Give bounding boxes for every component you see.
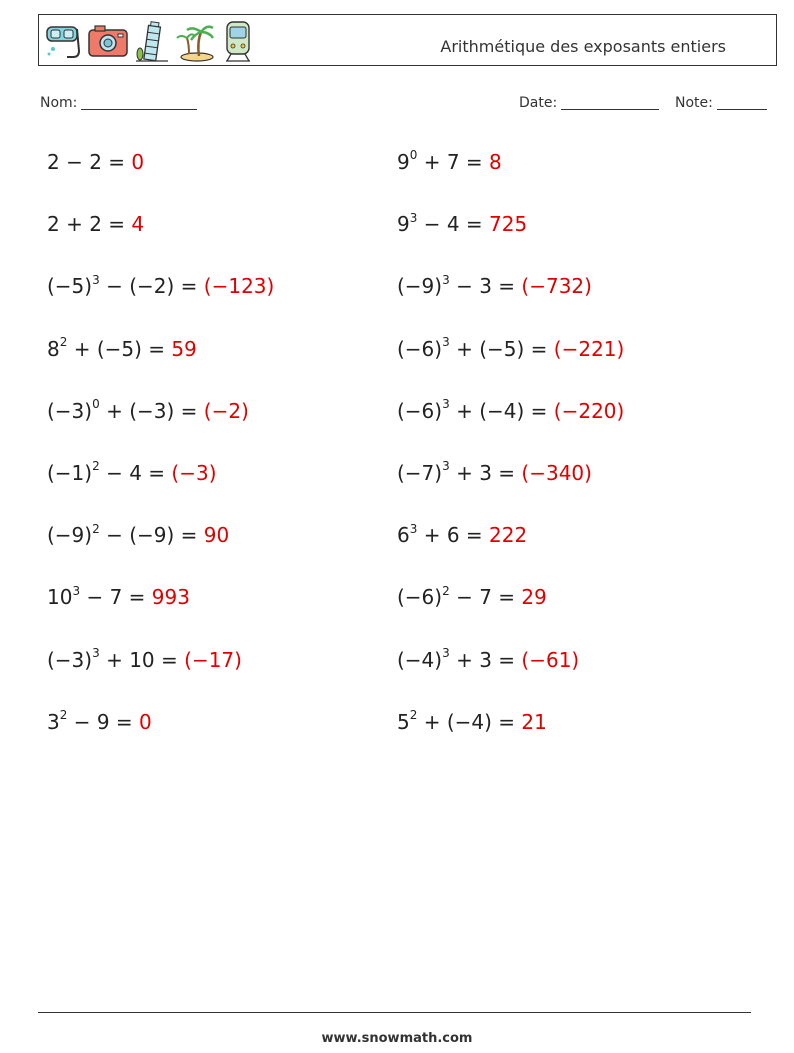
problem-item bbox=[47, 645, 242, 672]
problem-answer: (−732) bbox=[521, 274, 592, 299]
problem-base: 2 bbox=[47, 212, 60, 237]
name-blank[interactable] bbox=[81, 95, 197, 110]
problem-answer: 8 bbox=[489, 150, 502, 174]
problem-operation: − 7 = bbox=[449, 585, 522, 610]
problem-operation: + (−3) = bbox=[99, 398, 204, 423]
problem-answer: 725 bbox=[489, 212, 528, 237]
problem-operation: + (−5) = bbox=[67, 336, 172, 361]
problem-operation: − (−2) = bbox=[99, 274, 204, 299]
date-label: Date: bbox=[519, 95, 558, 111]
problem-item bbox=[47, 585, 190, 609]
problem-item bbox=[47, 461, 217, 485]
problem-operation: − 2 = bbox=[59, 150, 132, 174]
problem-exponent: 0 bbox=[409, 148, 418, 163]
problem-exponent: 2 bbox=[442, 583, 450, 598]
problem-operation: − 4 = bbox=[417, 212, 490, 237]
palm-island-icon bbox=[175, 20, 217, 62]
problem-base: 5 bbox=[397, 709, 410, 734]
note-label: Note: bbox=[675, 95, 713, 111]
problem-answer: (−123) bbox=[203, 274, 275, 299]
problem-item bbox=[397, 399, 624, 423]
problem-exponent: 3 bbox=[442, 272, 450, 287]
problem-operation: − (−9) = bbox=[99, 523, 204, 548]
problem-answer: 0 bbox=[131, 150, 145, 174]
problem-item bbox=[397, 274, 592, 298]
problem-exponent: 3 bbox=[442, 459, 450, 474]
problem-operation: + 6 = bbox=[417, 523, 490, 548]
problem-answer: (−221) bbox=[553, 336, 625, 361]
problem-operation: − 3 = bbox=[449, 274, 522, 299]
problem-item bbox=[397, 150, 502, 174]
name-label: Nom: bbox=[40, 95, 78, 111]
problem-item bbox=[47, 523, 229, 547]
problem-item bbox=[397, 710, 547, 734]
problem-answer: 21 bbox=[521, 709, 547, 734]
problem-answer: 29 bbox=[521, 585, 547, 610]
footer-url: www.snowmath.com bbox=[321, 1031, 473, 1046]
problem-answer: (−61) bbox=[521, 647, 580, 672]
problem-base: (−6) bbox=[397, 585, 443, 610]
problem-operation: − 9 = bbox=[67, 709, 140, 734]
train-icon bbox=[223, 19, 253, 63]
problem-item bbox=[397, 585, 547, 609]
header-box bbox=[38, 14, 777, 66]
problem-base: (−5) bbox=[47, 274, 93, 299]
problem-operation: − 4 = bbox=[99, 461, 172, 485]
problem-base: 10 bbox=[47, 585, 73, 610]
problem-exponent: 3 bbox=[409, 210, 418, 225]
problem-operation: + (−5) = bbox=[449, 336, 554, 361]
problem-base: (−6) bbox=[397, 336, 443, 361]
problem-item bbox=[397, 212, 527, 236]
note-blank[interactable] bbox=[717, 95, 767, 110]
leaning-tower-icon bbox=[135, 20, 169, 62]
problem-exponent: 2 bbox=[59, 708, 68, 723]
problem-base: 9 bbox=[397, 212, 410, 237]
footer-divider bbox=[38, 1012, 751, 1013]
note-field bbox=[675, 95, 767, 111]
problem-item bbox=[47, 212, 144, 236]
problem-item bbox=[47, 274, 274, 298]
problem-base: 2 bbox=[47, 150, 60, 174]
problem-exponent: 0 bbox=[92, 397, 100, 412]
problem-exponent: 3 bbox=[442, 397, 450, 412]
problem-base: 3 bbox=[47, 709, 60, 734]
problem-item bbox=[397, 334, 625, 361]
problem-answer: (−220) bbox=[553, 398, 625, 423]
problem-item bbox=[47, 399, 249, 423]
problem-operation: + 3 = bbox=[449, 647, 522, 672]
camera-icon bbox=[87, 24, 129, 58]
problem-answer: 993 bbox=[151, 585, 190, 610]
problem-answer: 222 bbox=[489, 523, 528, 548]
problem-item bbox=[47, 150, 144, 174]
problem-operation: − 7 = bbox=[80, 585, 152, 610]
problem-operation: + (−4) = bbox=[449, 398, 554, 423]
problem-operation: + 3 = bbox=[449, 461, 522, 485]
problem-answer: (−3) bbox=[171, 461, 217, 485]
problem-base: 9 bbox=[397, 150, 410, 174]
problem-answer: 0 bbox=[139, 709, 152, 734]
problem-exponent: 3 bbox=[442, 645, 450, 660]
problem-base: (−4) bbox=[397, 647, 443, 672]
header-icons bbox=[45, 19, 253, 63]
problem-base: 6 bbox=[397, 523, 410, 548]
name-field bbox=[40, 95, 197, 111]
problem-exponent: 2 bbox=[59, 334, 68, 349]
problem-item bbox=[47, 334, 197, 361]
problem-exponent: 3 bbox=[409, 521, 418, 536]
problem-base: (−6) bbox=[397, 398, 443, 423]
problem-base: (−9) bbox=[397, 274, 443, 299]
problem-answer: 4 bbox=[131, 212, 145, 237]
snorkel-mask-icon bbox=[45, 21, 81, 61]
problem-item bbox=[397, 461, 592, 485]
date-blank[interactable] bbox=[561, 95, 659, 110]
problem-base: (−9) bbox=[47, 523, 93, 548]
problem-base: (−1) bbox=[47, 461, 93, 485]
problem-operation: + 2 = bbox=[59, 212, 132, 237]
problem-exponent: 3 bbox=[92, 645, 100, 660]
problem-exponent: 3 bbox=[72, 583, 81, 598]
problem-operation: + 7 = bbox=[417, 150, 490, 174]
problem-base: 8 bbox=[47, 336, 60, 361]
date-field bbox=[519, 95, 659, 111]
problem-operation: + 10 = bbox=[99, 647, 185, 672]
problem-exponent: 2 bbox=[409, 708, 418, 723]
worksheet-title: Arithmétique des exposants entiers bbox=[440, 37, 726, 56]
problem-item bbox=[397, 645, 580, 672]
problem-answer: 59 bbox=[171, 336, 197, 361]
problem-answer: (−17) bbox=[184, 647, 242, 672]
problem-exponent: 2 bbox=[92, 459, 100, 474]
problem-answer: (−340) bbox=[521, 461, 592, 485]
problem-operation: + (−4) = bbox=[417, 709, 522, 734]
problem-exponent: 3 bbox=[442, 334, 450, 349]
problem-base: (−3) bbox=[47, 647, 93, 672]
problem-base: (−3) bbox=[47, 398, 93, 423]
problem-item bbox=[397, 523, 527, 547]
problem-answer: (−2) bbox=[203, 398, 249, 423]
problem-answer: 90 bbox=[203, 523, 230, 548]
problem-base: (−7) bbox=[397, 461, 443, 485]
problem-exponent: 2 bbox=[92, 521, 100, 536]
problem-exponent: 3 bbox=[92, 272, 100, 287]
problem-item bbox=[47, 710, 152, 734]
